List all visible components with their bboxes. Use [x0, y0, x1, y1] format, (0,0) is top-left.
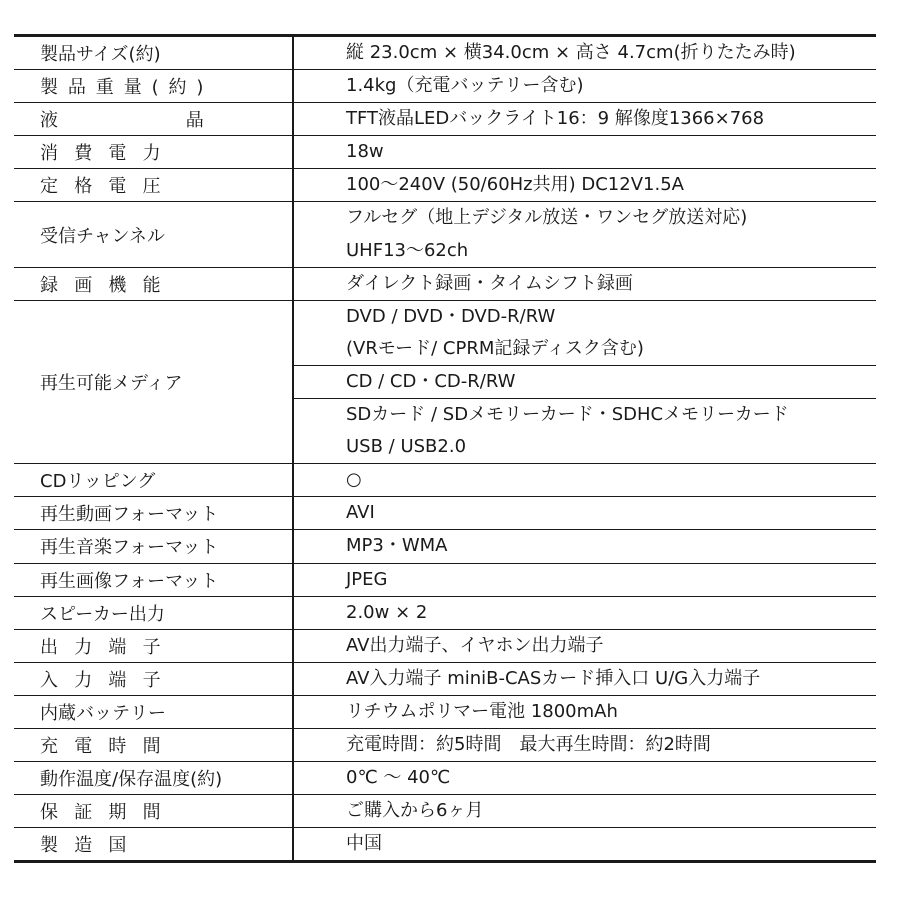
- spec-label: 出力端子: [14, 629, 293, 662]
- spec-value-line: MP3・WMA: [346, 535, 448, 557]
- spec-value: [293, 762, 876, 795]
- spec-value-line: SDカード / SDメモリーカード・SDHCメモリーカード: [294, 398, 876, 431]
- table-row: [14, 497, 876, 530]
- table-row: [14, 70, 876, 103]
- spec-value-line: DVD / DVD・DVD-R/RW: [346, 305, 556, 327]
- spec-value: [293, 497, 876, 530]
- table-row: [14, 267, 876, 300]
- spec-value-line: 0℃ 〜 40℃: [346, 767, 451, 789]
- spec-value: [293, 795, 876, 828]
- table-row: [14, 596, 876, 629]
- spec-value: [293, 629, 876, 662]
- spec-value-line: AV入力端子 miniB-CASカード挿入口 U/G入力端子: [346, 667, 761, 689]
- spec-value: [293, 530, 876, 563]
- spec-value-line: AV出力端子、イヤホン出力端子: [346, 634, 604, 656]
- table-row: [14, 563, 876, 596]
- spec-value-line: 18w: [346, 141, 384, 163]
- spec-value-line: リチウムポリマー電池 1800mAh: [346, 700, 618, 722]
- spec-value-line: (VRモード/ CPRM記録ディスク含む): [346, 337, 644, 359]
- table-row: [14, 202, 876, 267]
- spec-label: 入力端子: [14, 662, 293, 695]
- spec-value-line: ○: [346, 469, 362, 491]
- spec-label: 製造国: [14, 828, 293, 862]
- spec-label: 保証期間: [14, 795, 293, 828]
- table-row: [14, 136, 876, 169]
- spec-value-line: ご購入から6ヶ月: [346, 800, 484, 822]
- spec-value-line: TFT液晶LEDバックライト16：9 解像度1366×768: [346, 108, 765, 130]
- table-row: [14, 728, 876, 761]
- spec-value-line: 充電時間：約5時間 最大再生時間：約2時間: [346, 733, 711, 755]
- table-row: [14, 629, 876, 662]
- spec-value-line: AVI: [346, 502, 375, 524]
- table-row: [14, 828, 876, 862]
- table-row: [14, 695, 876, 728]
- spec-table-body: [14, 36, 876, 862]
- spec-value-line: 縦 23.0cm × 横34.0cm × 高さ 4.7cm(折りたたみ時): [346, 42, 796, 63]
- table-row: [14, 762, 876, 795]
- spec-label: 製品サイズ(約): [14, 36, 293, 70]
- spec-value: [293, 202, 876, 267]
- spec-value: [293, 103, 876, 136]
- spec-label: CDリッピング: [14, 464, 293, 497]
- spec-value: [293, 563, 876, 596]
- table-row: [14, 36, 876, 70]
- spec-value: [293, 169, 876, 202]
- spec-value: [293, 695, 876, 728]
- spec-label: 内蔵バッテリー: [14, 695, 293, 728]
- spec-value: [293, 596, 876, 629]
- spec-label: 充電時間: [14, 728, 293, 761]
- spec-label: 液晶: [14, 103, 293, 136]
- spec-label: 定格電圧: [14, 169, 293, 202]
- spec-value-line: 100〜240V (50/60Hz共用) DC12V1.5A: [346, 174, 684, 196]
- spec-value: [293, 36, 876, 70]
- spec-value-line: 1.4kg（充電バッテリー含む): [346, 75, 584, 97]
- spec-value: [293, 267, 876, 300]
- table-row: [14, 662, 876, 695]
- spec-value-line: 2.0w × 2: [346, 601, 428, 623]
- spec-label: 再生可能メディア: [14, 300, 293, 463]
- spec-value: [293, 662, 876, 695]
- spec-value: [293, 728, 876, 761]
- table-row: [14, 464, 876, 497]
- table-row: [14, 795, 876, 828]
- table-row: [14, 103, 876, 136]
- spec-value: [293, 70, 876, 103]
- spec-label: 製品重量(約): [14, 70, 293, 103]
- spec-value: [293, 300, 876, 463]
- spec-value: [293, 464, 876, 497]
- table-row: [14, 300, 876, 463]
- spec-value-line: ダイレクト録画・タイムシフト録画: [346, 272, 633, 294]
- spec-label: 再生音楽フォーマット: [14, 530, 293, 563]
- spec-label: 受信チャンネル: [14, 202, 293, 267]
- spec-label: 消費電力: [14, 136, 293, 169]
- spec-label: 再生画像フォーマット: [14, 563, 293, 596]
- spec-label: 再生動画フォーマット: [14, 497, 293, 530]
- spec-value-line: UHF13〜62ch: [346, 239, 469, 261]
- spec-value-line: USB / USB2.0: [346, 436, 467, 458]
- spec-value-line: 中国: [346, 833, 382, 855]
- spec-value-line: CD / CD・CD-R/RW: [294, 365, 876, 398]
- spec-label: スピーカー出力: [14, 596, 293, 629]
- spec-table: [14, 34, 876, 863]
- spec-value-line: JPEG: [346, 568, 388, 590]
- spec-label: 録画機能: [14, 267, 293, 300]
- spec-value: [293, 828, 876, 862]
- spec-value-line: フルセグ（地上デジタル放送・ワンセグ放送対応): [346, 207, 748, 229]
- table-row: [14, 530, 876, 563]
- table-row: [14, 169, 876, 202]
- spec-value: [293, 136, 876, 169]
- spec-label: 動作温度/保存温度(約): [14, 762, 293, 795]
